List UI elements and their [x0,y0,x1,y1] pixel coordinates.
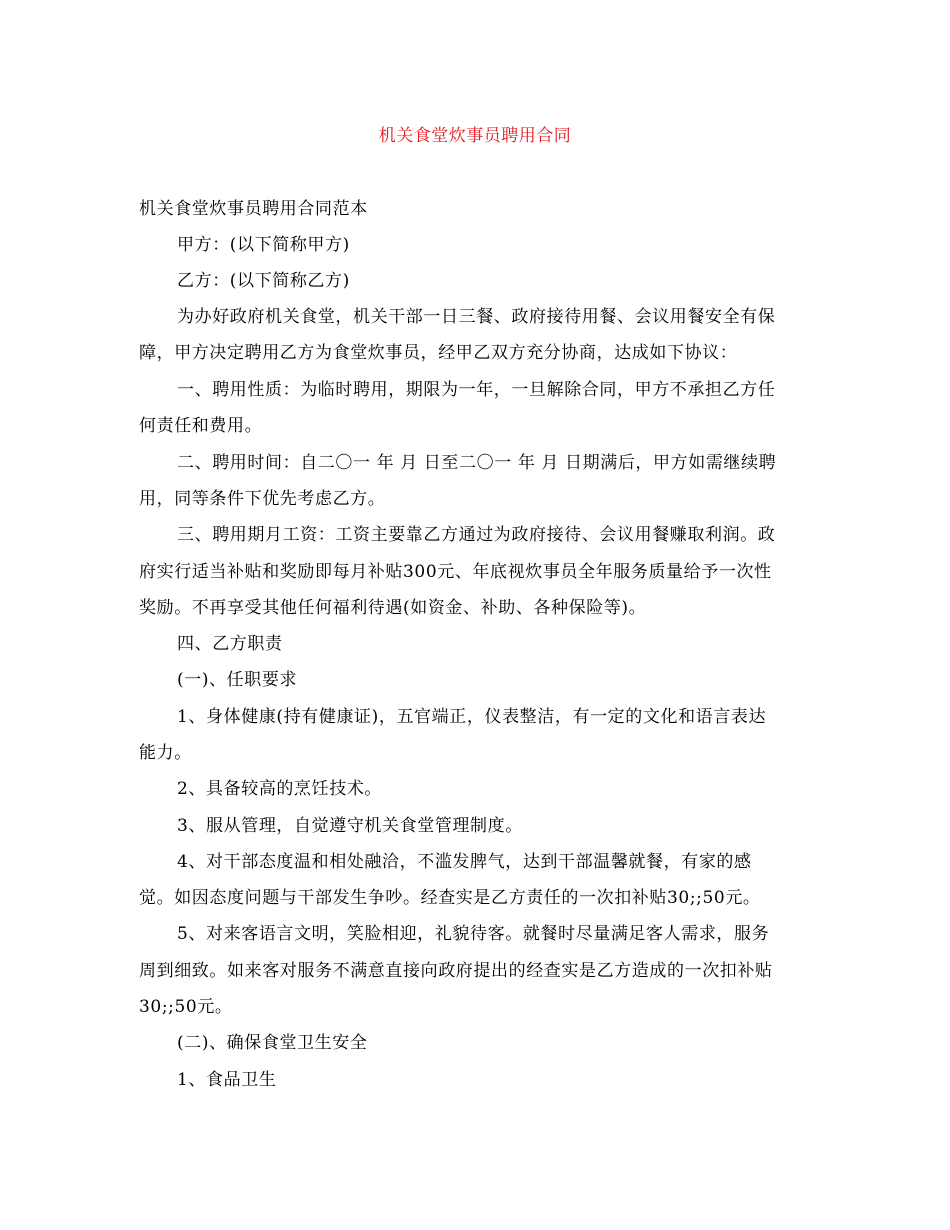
text-line: 周到细致。如来客对服务不满意直接向政府提出的经查实是乙方造成的一次扣补贴 [139,961,773,981]
text-line: 机关食堂炊事员聘用合同范本 [139,199,368,219]
text-line: 5、对来客语言文明，笑脸相迎，礼貌待客。就餐时尽量满足客人需求，服务 [177,924,770,944]
text-line: 府实行适当补贴和奖励即每月补贴300元、年底视炊事员全年服务质量给予一次性 [139,562,772,582]
text-line: 用，同等条件下优先考虑乙方。 [139,489,386,509]
text-line: 障，甲方决定聘用乙方为食堂炊事员，经甲乙双方充分协商，达成如下协议： [139,343,738,363]
text-line: 3、服从管理，自觉遵守机关食堂管理制度。 [177,816,523,836]
text-line: 奖励。不再享受其他任何福利待遇(如资金、补助、各种保险等)。 [139,598,647,618]
text-line: 何责任和费用。 [139,416,263,436]
document-title: 机关食堂炊事员聘用合同 [378,126,572,146]
text-line: (一)、任职要求 [177,670,298,690]
text-line: 能力。 [139,743,192,763]
text-line: 2、具备较高的烹饪技术。 [177,779,383,799]
text-line: 为办好政府机关食堂，机关干部一日三餐、政府接待用餐、会议用餐安全有保 [177,307,776,327]
text-line: 觉。如因态度问题与干部发生争吵。经查实是乙方责任的一次扣补贴30;;50元。 [139,888,761,908]
text-line: 甲方：(以下简称甲方) [177,235,350,255]
text-line: 1、身体健康(持有健康证)，五官端正，仪表整洁，有一定的文化和语言表达 [177,707,767,727]
text-line: 四、乙方职责 [177,634,283,654]
text-line: 1、食品卫生 [177,1070,277,1090]
text-line: (二)、确保食堂卫生安全 [177,1033,368,1053]
text-line: 三、聘用期月工资：工资主要靠乙方通过为政府接待、会议用餐赚取利润。政 [177,525,776,545]
text-line: 30;;50元。 [139,997,233,1017]
text-line: 一、聘用性质：为临时聘用，期限为一年，一旦解除合同，甲方不承担乙方任 [177,380,776,400]
text-line: 二、聘用时间：自二〇一 年 月 日至二〇一 年 月 日期满后，甲方如需继续聘 [177,453,777,473]
text-line: 乙方：(以下简称乙方) [177,271,350,291]
text-line: 4、对干部态度温和相处融洽，不滥发脾气，达到干部温馨就餐，有家的感 [177,852,752,872]
